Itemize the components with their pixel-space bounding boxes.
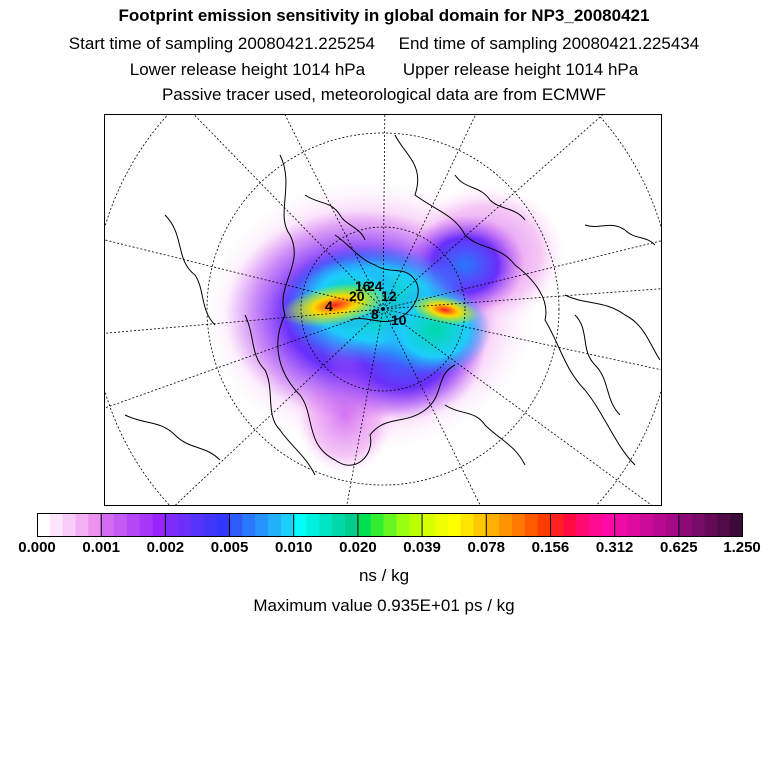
colorbar-segment [165,513,178,537]
colorbar-segment [140,513,153,537]
colorbar-tick-label: 0.002 [146,539,185,556]
colorbar-segment [217,513,230,537]
colorbar-segment [307,513,320,537]
colorbar-tick-label: 0.010 [274,539,313,556]
colorbar-segment [101,513,114,537]
colorbar-segment [153,513,166,537]
colorbar-segment [486,513,499,537]
colorbar-segment [538,513,551,537]
colorbar-ticks [0,539,768,559]
colorbar-segment [371,513,384,537]
trajectory-label: 24 [367,278,383,294]
colorbar-segment [178,513,191,537]
trajectory-label: 10 [391,312,407,328]
colorbar-segment [268,513,281,537]
colorbar-tick-label: 0.312 [595,539,634,556]
colorbar [37,513,743,537]
colorbar-segment [88,513,101,537]
tracer-info: Passive tracer used, meteorological data are from ECMWF [161,85,607,104]
colorbar-segment [319,513,332,537]
colorbar-segment [563,513,576,537]
colorbar-segment [358,513,371,537]
colorbar-tick-label: 0.000 [18,539,56,556]
upper-release-label: Upper release height 1014 hPa [402,60,639,79]
sampling-times [0,34,768,54]
colorbar-segment [640,513,653,537]
colorbar-unit: ns / kg [358,566,410,585]
trajectory-label: 12 [381,288,397,304]
colorbar-segment [512,513,525,537]
colorbar-segment [409,513,422,537]
colorbar-segment [576,513,589,537]
colorbar-segment [615,513,628,537]
colorbar-tick-label: 0.039 [403,539,441,556]
trajectory-label: 16 [355,278,371,294]
colorbar-segment [345,513,358,537]
maximum-value: Maximum value 0.935E+01 ps / kg [253,596,515,615]
colorbar-tick-label: 0.156 [531,539,570,556]
colorbar-segment [114,513,127,537]
colorbar-tick-label: 1.250 [723,539,761,556]
colorbar-segment [461,513,474,537]
colorbar-segment [448,513,461,537]
colorbar-segment [602,513,615,537]
colorbar-segment [422,513,435,537]
colorbar-segment [627,513,640,537]
colorbar-segment [396,513,409,537]
map-canvas [105,115,662,506]
colorbar-segment [550,513,563,537]
colorbar-segment [242,513,255,537]
colorbar-tick-label: 0.078 [467,539,506,556]
colorbar-segment [191,513,204,537]
colorbar-segment [50,513,63,537]
trajectory-label: 20 [349,288,365,304]
colorbar-segment [730,513,743,537]
end-time-label: End time of sampling 20080421.225434 [398,34,700,53]
release-heights [0,60,768,80]
colorbar-segment [230,513,243,537]
colorbar-segment [281,513,294,537]
colorbar-tick-label: 0.625 [660,539,698,556]
footprint-map [104,114,662,506]
lower-release-label: Lower release height 1014 hPa [129,60,366,79]
trajectory-label: 4 [325,298,333,314]
sensitivity-field [205,180,565,475]
colorbar-tick-label: 0.020 [339,539,377,556]
colorbar-segment [692,513,705,537]
colorbar-segment [63,513,76,537]
colorbar-segment [473,513,486,537]
start-time-label: Start time of sampling 20080421.225254 [68,34,376,53]
colorbar-segment [435,513,448,537]
colorbar-segment [717,513,730,537]
plot-title: Footprint emission sensitivity in global domain for NP3_20080421 [118,6,650,25]
colorbar-segment [37,513,50,537]
colorbar-segment [127,513,140,537]
colorbar-segment [525,513,538,537]
colorbar-tick-label: 0.005 [210,539,249,556]
trajectory-label: 8 [371,306,379,322]
colorbar-segment [589,513,602,537]
colorbar-segment [294,513,307,537]
colorbar-segment [255,513,268,537]
colorbar-segment [679,513,692,537]
colorbar-segment [384,513,397,537]
colorbar-segment [76,513,89,537]
colorbar-segment [204,513,217,537]
colorbar-segment [653,513,666,537]
colorbar-tick-label: 0.001 [82,539,120,556]
colorbar-segment [704,513,717,537]
colorbar-segment [666,513,679,537]
colorbar-segment [332,513,345,537]
colorbar-segment [499,513,512,537]
